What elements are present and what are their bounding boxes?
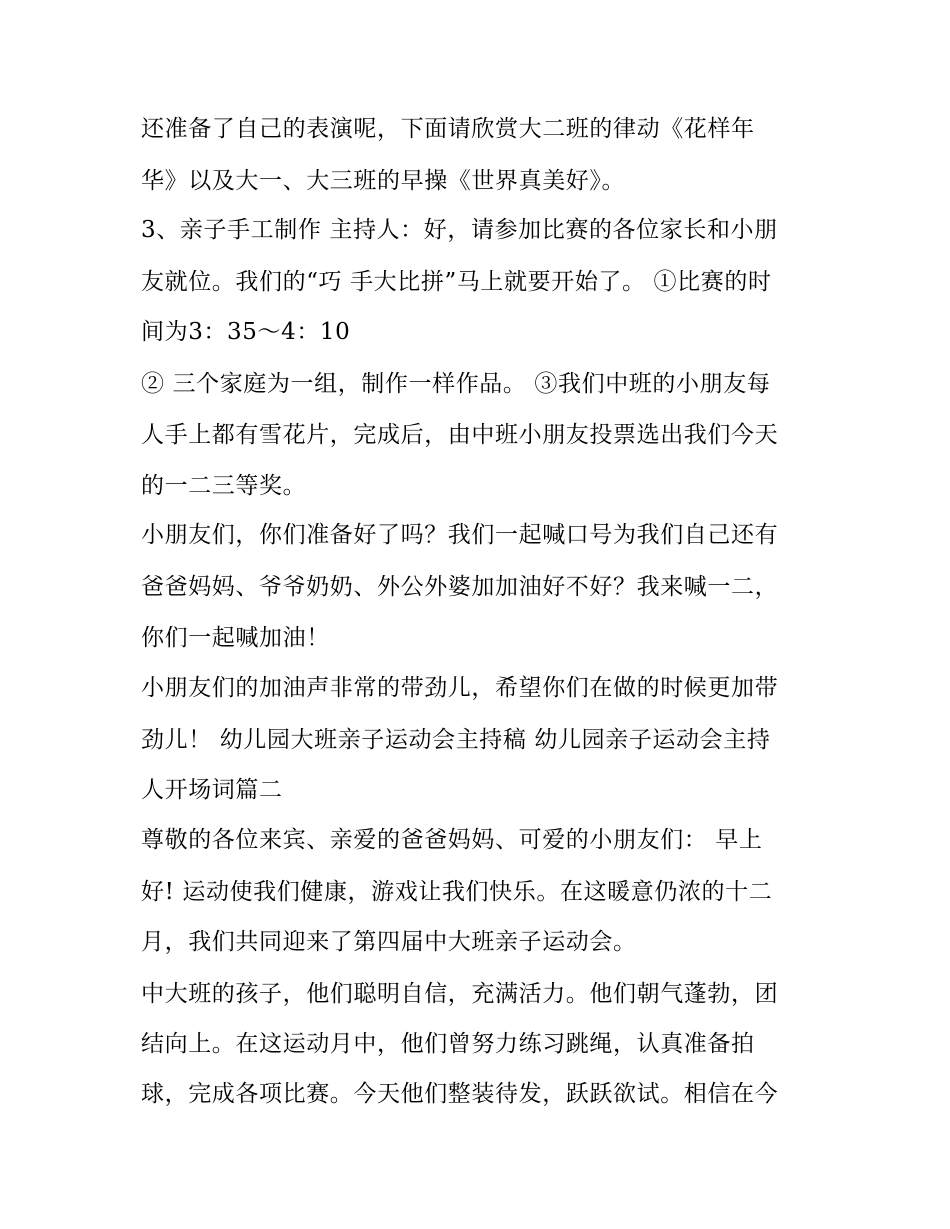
- text-line-11: 你们一起喊加油！: [141, 625, 330, 651]
- text-line-1: 还准备了自己的表演呢，下面请欣赏大二班的律动《花样年: [141, 116, 755, 142]
- text-line-20: 球，完成各项比赛。今天他们整装待发，跃跃欲试。相信在今: [141, 1081, 779, 1107]
- text-line-8: 的一二三等奖。: [141, 473, 307, 499]
- text-line-3: 3、亲子手工制作 主持人：好，请参加比赛的各位家长和小朋: [141, 217, 778, 243]
- text-line-2: 华》以及大一、大三班的早操《世界真美好》。: [141, 168, 626, 194]
- text-line-4: 友就位。我们的“巧 手大比拼”马上就要开始了。 ①比赛的时: [141, 269, 772, 295]
- text-line-10: 爸爸妈妈、爷爷奶奶、外公外婆加加油好不好？我来喊一二，: [141, 574, 779, 600]
- text-line-13: 劲儿！ 幼儿园大班亲子运动会主持稿 幼儿园亲子运动会主持: [141, 727, 771, 753]
- text-line-7: 人手上都有雪花片，完成后，由中班小朋友投票选出我们今天: [141, 422, 779, 448]
- text-line-5: 间为3：35～4：10: [141, 319, 351, 345]
- text-line-6: ② 三个家庭为一组，制作一样作品。 ③我们中班的小朋友每: [141, 371, 771, 397]
- text-line-19: 结向上。在这运动月中，他们曾努力练习跳绳，认真准备拍: [141, 1031, 755, 1057]
- text-line-12: 小朋友们的加油声非常的带劲儿，希望你们在做的时候更加带: [141, 675, 779, 701]
- text-line-17: 月，我们共同迎来了第四届中大班亲子运动会。: [141, 929, 637, 955]
- text-line-15: 尊敬的各位来宾、亲爱的爸爸妈妈、可爱的小朋友们： 早上: [141, 827, 763, 853]
- text-line-9: 小朋友们，你们准备好了吗？我们一起喊口号为我们自己还有: [141, 522, 779, 548]
- text-line-14: 人开场词篇二: [141, 777, 283, 803]
- text-line-18: 中大班的孩子，他们聪明自信，充满活力。他们朝气蓬勃，团: [141, 981, 779, 1007]
- text-line-16: 好! 运动使我们健康，游戏让我们快乐。在这暖意仍浓的十二: [141, 879, 773, 905]
